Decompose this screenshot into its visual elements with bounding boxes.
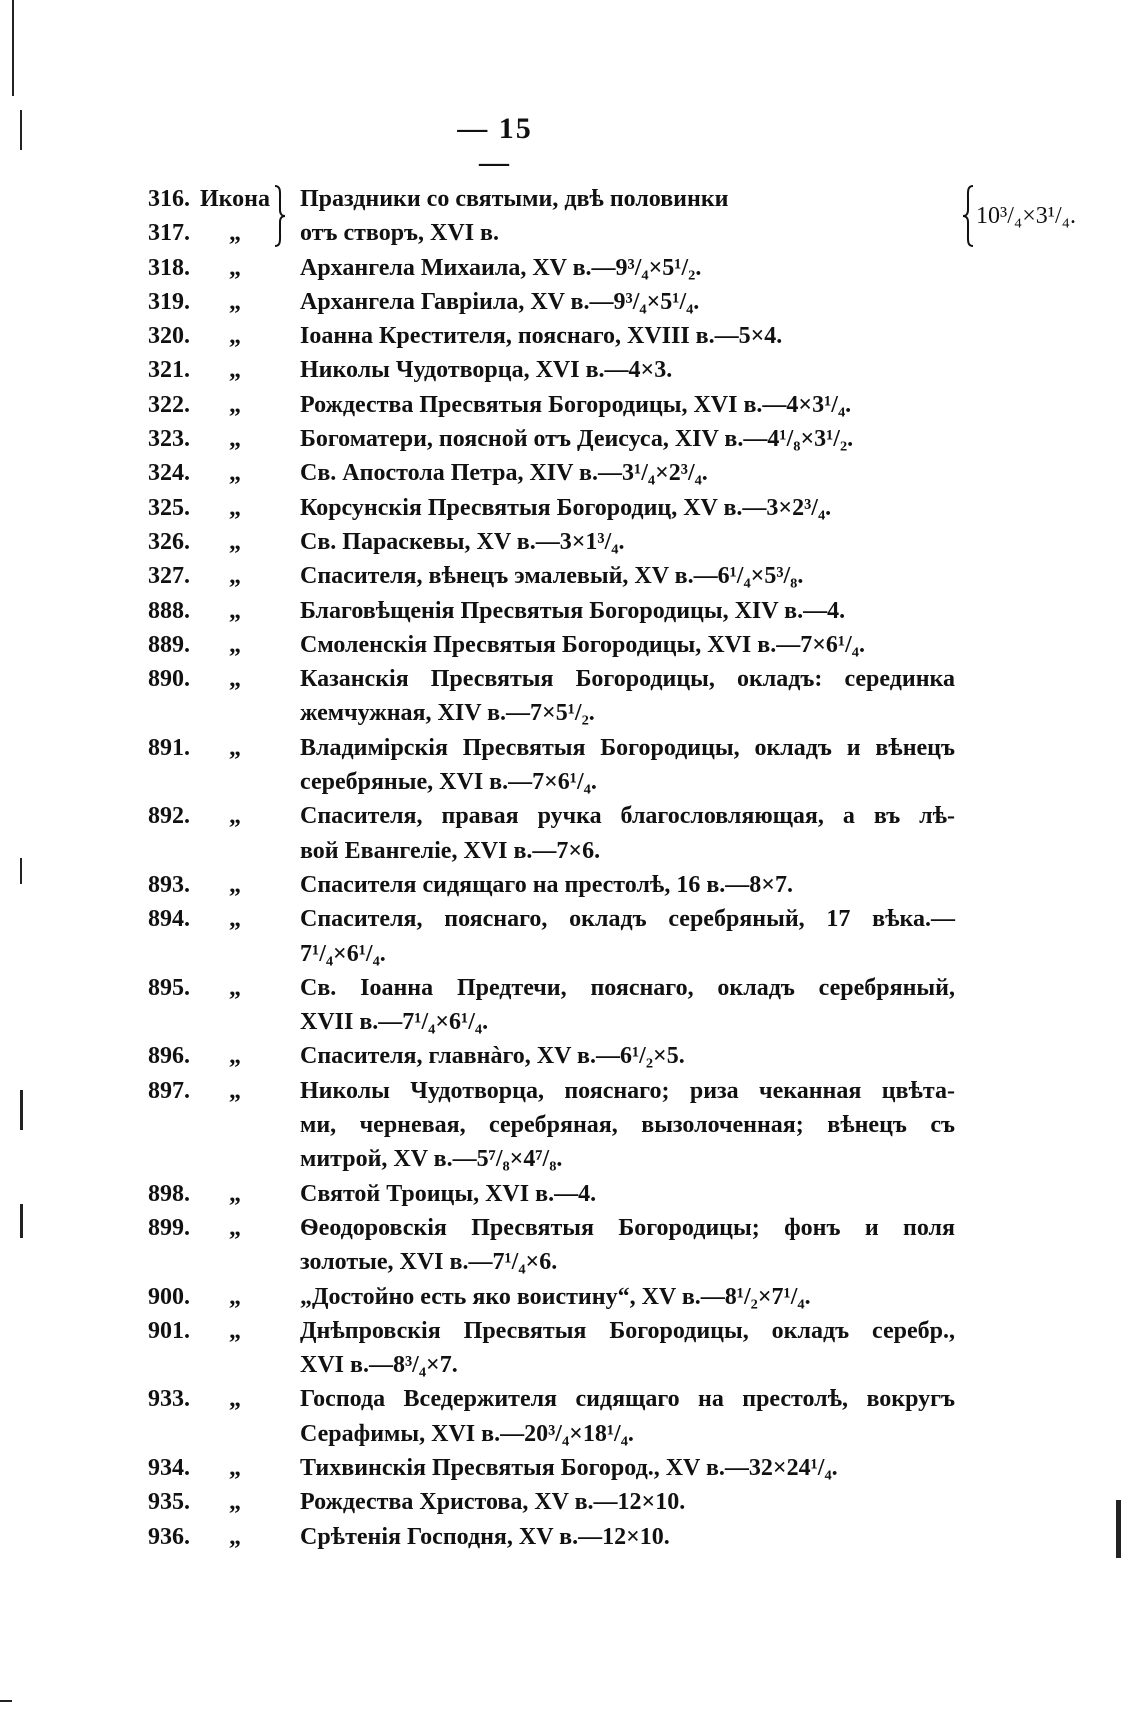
catalogue-entry: [148, 388, 968, 422]
entry-description: [300, 1074, 955, 1177]
catalogue-entry: [148, 251, 968, 285]
description-line: Николы Чудотворца, XVI в.—4×3.: [300, 357, 673, 384]
description-line: Срѣтенія Господня, XV в.—12×10.: [300, 1523, 670, 1550]
catalogue-entry: [148, 971, 968, 1040]
ditto-mark: „: [229, 803, 241, 830]
catalogue-entry: [148, 285, 968, 319]
entry-description: [300, 525, 955, 559]
entry-description: [300, 559, 955, 593]
ditto-mark: „: [229, 871, 241, 898]
entry-number: 324.: [148, 460, 190, 487]
entry-number: 901.: [148, 1317, 190, 1344]
entry-number: 894.: [148, 906, 190, 933]
entry-type-label: Икона: [199, 186, 270, 212]
ditto-mark: „: [229, 906, 241, 933]
entry-number: 319.: [148, 288, 190, 315]
description-line: XVI в.—8³/₄×7.: [300, 1352, 458, 1379]
description-line: 7¹/₄×6¹/₄.: [300, 940, 386, 967]
catalogue-entry: [148, 1039, 968, 1073]
entry-description: [300, 1177, 955, 1211]
ditto-mark: „: [229, 1180, 241, 1207]
entry-description: [300, 491, 955, 525]
entry-number: 317.: [148, 220, 190, 247]
entry-number: 327.: [148, 563, 190, 590]
catalogue-entry: [148, 1485, 968, 1519]
entry-description: [300, 1382, 955, 1451]
ditto-mark: „: [229, 288, 241, 315]
left-curly-brace: [960, 184, 976, 248]
scan-edge-mark: [20, 1204, 23, 1238]
catalogue-entry: [148, 1280, 968, 1314]
entry-description: [300, 868, 955, 902]
ditto-mark: „: [229, 1454, 241, 1481]
entry-description: [300, 353, 955, 387]
description-line: Богоматери, поясной отъ Деисуса, XIV в.—4¹/₈×3¹/₂.: [300, 426, 854, 453]
description-line: Серафимы, XVI в.—20³/₄×18¹/₄.: [300, 1420, 634, 1447]
ditto-mark: „: [229, 494, 241, 521]
catalogue-entry: [148, 594, 968, 628]
group-dimensions: [960, 182, 1080, 251]
catalogue-entry: [148, 422, 968, 456]
scan-edge-mark: [20, 110, 22, 150]
ditto-mark: „: [229, 1043, 241, 1070]
entry-number: 316.: [148, 186, 190, 212]
description-line: Архангела Гавріила, XV в.—9³/₄×5¹/₄.: [300, 288, 700, 315]
entry-description: [300, 662, 955, 731]
description-line: серебряные, XVI в.—7×6¹/₄.: [300, 769, 597, 796]
ditto-mark: „: [229, 357, 241, 384]
description-line: Спасителя, главнàго, XV в.—6¹/₂×5.: [300, 1043, 685, 1070]
entry-description: [300, 319, 955, 353]
icon-catalogue-list: [148, 182, 1076, 1554]
catalogue-entry: [148, 456, 968, 490]
entry-number: 322.: [148, 391, 190, 418]
description-line: вой Евангеліе, XVI в.—7×6.: [300, 837, 601, 864]
entry-number: 897.: [148, 1077, 190, 1104]
entry-number: 888.: [148, 597, 190, 624]
ditto-mark: „: [229, 254, 241, 281]
description-line: золотые, XVI в.—7¹/₄×6.: [300, 1249, 558, 1276]
scan-edge-mark: [0, 1700, 12, 1702]
entry-number: 900.: [148, 1283, 190, 1310]
ditto-mark: „: [229, 1489, 241, 1516]
ditto-mark: „: [229, 974, 241, 1001]
entry-number: 935.: [148, 1489, 190, 1516]
entry-description: [300, 251, 955, 285]
entry-number: 321.: [148, 357, 190, 384]
description-line: Ѳеодоровскія Пресвятыя Богородицы; фонъ и поля: [300, 1214, 955, 1241]
entry-description: [300, 1451, 955, 1485]
entry-number: 934.: [148, 1454, 190, 1481]
catalogue-entry: [148, 628, 968, 662]
description-line: Спасителя, вѣнецъ эмалевый, XV в.—6¹/₄×5³/₈.: [300, 563, 804, 590]
catalogue-entry: [148, 1451, 968, 1485]
entry-description: [300, 1485, 955, 1519]
ditto-mark: „: [229, 1077, 241, 1104]
catalogue-entry: [148, 1314, 968, 1383]
ditto-mark: „: [229, 1386, 241, 1413]
ditto-mark: „: [229, 460, 241, 487]
ditto-mark: „: [229, 528, 241, 555]
catalogue-entry: [148, 1177, 968, 1211]
description-line: Днѣпровскія Пресвятыя Богородицы, окладъ серебр.,: [300, 1317, 955, 1344]
entry-number: 895.: [148, 974, 190, 1001]
catalogue-entry: [148, 902, 968, 971]
description-line: Рождества Христова, XV в.—12×10.: [300, 1489, 686, 1516]
right-curly-brace: [272, 184, 288, 248]
entry-number: 323.: [148, 426, 190, 453]
entry-number: 890.: [148, 666, 190, 693]
ditto-mark: „: [229, 323, 241, 350]
ditto-mark: „: [229, 597, 241, 624]
entry-description: [300, 1039, 955, 1073]
ditto-mark: „: [229, 563, 241, 590]
entry-number: 892.: [148, 803, 190, 830]
entry-description: [300, 422, 955, 456]
entry-description: [300, 182, 955, 216]
catalogue-entry: [148, 319, 968, 353]
entry-number: 891.: [148, 734, 190, 761]
description-line: отъ створъ, XVI в.: [300, 220, 500, 247]
catalogue-entry: [148, 491, 968, 525]
entry-description: [300, 216, 955, 250]
description-line: Тихвинскія Пресвятыя Богород., XV в.—32×24¹/₄.: [300, 1454, 838, 1481]
scan-edge-mark: [12, 0, 14, 96]
description-line: Благовѣщенія Пресвятыя Богородицы, XIV в.—4.: [300, 597, 846, 624]
description-line: Архангела Михаила, XV в.—9³/₄×5¹/₂.: [300, 254, 702, 281]
page-number: — 15 —: [457, 112, 533, 179]
entry-description: [300, 388, 955, 422]
entry-description: [300, 285, 955, 319]
catalogue-entry: [148, 559, 968, 593]
description-line: митрой, XV в.—5⁷/₈×4⁷/₈.: [300, 1146, 563, 1173]
description-line: Николы Чудотворца, пояснаго; риза чеканная цвѣта-: [300, 1077, 955, 1104]
description-line: „Достойно есть яко воистину“, XV в.—8¹/₂×7¹/₄.: [300, 1283, 811, 1310]
catalogue-entry: [148, 1520, 968, 1554]
braced-entry-group: [148, 182, 1076, 251]
description-line: жемчужная, XIV в.—7×5¹/₂.: [300, 700, 595, 727]
description-line: Владимірскія Пресвятыя Богородицы, окладъ и вѣнецъ: [300, 734, 955, 761]
dimensions-text: 10³/₄×3¹/₄.: [976, 203, 1076, 229]
entry-number: 898.: [148, 1180, 190, 1207]
description-line: Господа Вседержителя сидящаго на престолѣ, вокругъ: [300, 1386, 955, 1413]
entry-number: 325.: [148, 494, 190, 521]
description-line: XVII в.—7¹/₄×6¹/₄.: [300, 1009, 489, 1036]
entry-number: 933.: [148, 1386, 190, 1413]
catalogue-entry: [148, 353, 968, 387]
description-line: Спасителя, правая ручка благословляющая, а въ лѣ-: [300, 803, 955, 830]
entry-description: [300, 1520, 955, 1554]
scan-edge-mark: [20, 1090, 23, 1130]
entry-number: 936.: [148, 1523, 190, 1550]
entry-number: 889.: [148, 631, 190, 658]
ditto-mark: „: [229, 1283, 241, 1310]
description-line: Рождества Пресвятыя Богородицы, XVI в.—4×3¹/₄.: [300, 391, 852, 418]
description-line: ми, черневая, серебряная, вызолоченная; вѣнецъ съ: [300, 1112, 955, 1139]
scan-edge-mark: [20, 858, 22, 884]
entry-description: [300, 456, 955, 490]
entry-description: [300, 1314, 955, 1383]
description-line: Корсунскія Пресвятыя Богородиц, XV в.—3×2³/₄.: [300, 494, 832, 521]
catalogue-entry: [148, 662, 968, 731]
entry-description: [300, 799, 955, 868]
catalogue-entry: [148, 525, 968, 559]
ditto-mark: „: [229, 666, 241, 693]
description-line: Св. Іоанна Предтечи, пояснаго, окладъ серебряный,: [300, 974, 955, 1001]
ditto-mark: „: [229, 220, 241, 247]
ditto-mark: „: [229, 1214, 241, 1241]
entry-number: 899.: [148, 1214, 190, 1241]
entry-number: 896.: [148, 1043, 190, 1070]
entry-description: [300, 1280, 955, 1314]
ditto-mark: „: [229, 426, 241, 453]
description-line: Праздники со святыми, двѣ половинки: [300, 186, 729, 212]
description-line: Святой Троицы, XVI в.—4.: [300, 1180, 597, 1207]
entry-number: 318.: [148, 254, 190, 281]
entry-description: [300, 1211, 955, 1280]
entry-number: 893.: [148, 871, 190, 898]
entry-description: [300, 628, 955, 662]
description-line: Смоленскія Пресвятыя Богородицы, XVI в.—7×6¹/₄.: [300, 631, 865, 658]
catalogue-entry: [148, 216, 968, 250]
catalogue-entry: [148, 1074, 968, 1177]
entry-description: [300, 902, 955, 971]
description-line: Казанскія Пресвятыя Богородицы, окладъ: серединка: [300, 666, 955, 693]
description-line: Іоанна Крестителя, пояснаго, XVIII в.—5×4.: [300, 323, 783, 350]
ditto-mark: „: [229, 391, 241, 418]
catalogue-entry: [148, 182, 968, 216]
entry-description: [300, 594, 955, 628]
description-line: Спасителя, пояснаго, окладъ серебряный, 17 вѣка.—: [300, 906, 955, 933]
ditto-mark: „: [229, 734, 241, 761]
description-line: Св. Апостола Петра, XIV в.—3¹/₄×2³/₄.: [300, 460, 708, 487]
description-line: Св. Параскевы, XV в.—3×1³/₄.: [300, 528, 625, 555]
ditto-mark: „: [229, 631, 241, 658]
catalogue-entry: [148, 731, 968, 800]
entry-description: [300, 971, 955, 1040]
catalogue-entry: [148, 868, 968, 902]
scan-edge-mark: [1116, 1500, 1121, 1558]
catalogue-entry: [148, 1382, 968, 1451]
entry-description: [300, 731, 955, 800]
entry-number: 326.: [148, 528, 190, 555]
description-line: Спасителя сидящаго на престолѣ, 16 в.—8×7.: [300, 871, 793, 898]
catalogue-entry: [148, 1211, 968, 1280]
ditto-mark: „: [229, 1317, 241, 1344]
catalogue-entry: [148, 799, 968, 868]
entry-number: 320.: [148, 323, 190, 350]
ditto-mark: „: [229, 1523, 241, 1550]
